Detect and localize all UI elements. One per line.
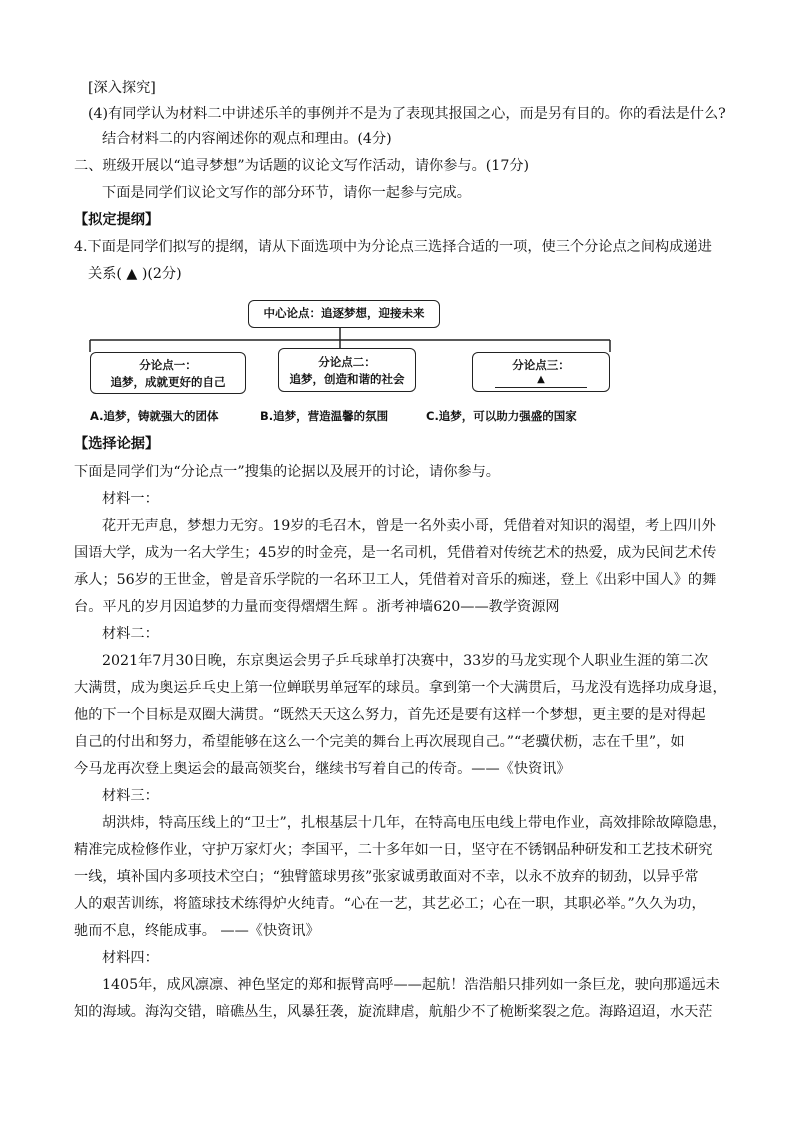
sub-argument-2-box	[278, 348, 416, 392]
central-argument-box	[248, 300, 440, 328]
material-3-line: 胡洪炜，特高压线上的“卫士”，扎根基层十几年，在特高电压电线上带电作业，高效排除故障隐患，	[102, 815, 727, 831]
sub-argument-3-marker: ▲	[537, 374, 545, 385]
outline-heading: 【拟定提纲】	[74, 212, 160, 228]
sub-argument-2-text: 追梦，创造和谐的社会	[289, 372, 405, 386]
option-a: A.追梦，铸就强大的团体	[90, 409, 219, 423]
sub-argument-1-text: 追梦，成就更好的自己	[110, 375, 226, 389]
central-argument-text: 中心论点：追逐梦想，迎接未来	[263, 306, 425, 320]
material-3-line: 一线，填补国内多项技术空白；“独臂篮球男孩”张家诚勇敢面对不幸，以永不放弃的韧劲，以异乎常	[74, 869, 699, 885]
part2-title: 二、班级开展以“追寻梦想”为话题的议论文写作活动，请你参与。(17分)	[74, 158, 530, 174]
sub-argument-3-title: 分论点三：	[512, 358, 570, 372]
question-4-line-1: (4)有同学认为材料二中讲述乐羊的事例并不是为了表现其报国之心，而是另有目的。你的看法是什么?	[88, 106, 726, 122]
material-3-line: 人的艰苦训练，将篮球技术练得炉火纯青。“心在一艺，其艺必工；心在一职，其职必举。”久久为功，	[74, 896, 706, 912]
material-3-line: 精准完成检修作业，守护万家灯火；李国平，二十多年如一日，坚守在不锈钢品种研发和工艺技术研究	[74, 842, 713, 858]
part2-intro: 下面是同学们议论文写作的部分环节，请你一起参与完成。	[102, 185, 471, 201]
question-4-line-2: 结合材料二的内容阐述你的观点和理由。(4分)	[102, 131, 392, 147]
material-1-line: 国语大学，成为一名大学生；45岁的时金亮，是一名司机，凭借着对传统艺术的热爱，成为民间艺术传	[74, 545, 717, 561]
material-1-label: 材料一：	[102, 491, 159, 507]
explore-heading: [深入探究]	[88, 80, 156, 96]
sub-argument-1-box	[90, 352, 246, 394]
option-b: B.追梦，营造温馨的氛围	[260, 409, 389, 423]
sub-argument-2-title: 分论点二：	[318, 355, 376, 369]
material-4-label: 材料四：	[102, 950, 159, 966]
material-2-line: 他的下一个目标是双圈大满贯。“既然天天这么努力，首先还是要有这样一个梦想，更主要的是对得起	[74, 707, 706, 723]
material-3-line: 驰而不息，终能成事。 ——《快资讯》	[74, 923, 320, 939]
sub-argument-1-title: 分论点一：	[139, 358, 197, 372]
material-4-line: 1405年，成风凛凛、神色坚定的郑和振臂高呼——起航！浩浩船只排列如一条巨龙，驶向那遥远未	[102, 977, 720, 993]
outline-question-line-1: 4.下面是同学们拟写的提纲，请从下面选项中为分论点三选择合适的一项，使三个分论点之间构成递进	[74, 239, 712, 255]
material-2-label: 材料二：	[102, 626, 159, 642]
outline-question-line-2: 关系( ▲ )(2分)	[88, 266, 182, 282]
sub-argument-3-blank	[495, 373, 587, 388]
material-2-line: 大满贯，成为奥运乒乓史上第一位蝉联男单冠军的球员。拿到第一个大满贯后，马龙没有选择功成身退，	[74, 680, 727, 696]
material-2-line: 自己的付出和努力，希望能够在这么一个完美的舞台上再次展现自己。”“老骥伏枥，志在千里”，如	[74, 734, 685, 750]
option-c: C.追梦，可以助力强盛的国家	[426, 409, 577, 423]
material-1-line: 花开无声息，梦想力无穷。19岁的毛召木，曾是一名外卖小哥，凭借着对知识的渴望，考上四川外	[102, 518, 716, 534]
evidence-intro: 下面是同学们为“分论点一”搜集的论据以及展开的讨论，请你参与。	[74, 464, 500, 480]
material-3-label: 材料三：	[102, 788, 159, 804]
material-4-line: 知的海域。海沟交错，暗礁丛生，风暴狂袭，旋流肆虐，航船少不了桅断桨裂之危。海路迢迢，水天茫	[74, 1004, 713, 1020]
evidence-heading: 【选择论据】	[74, 436, 160, 452]
material-2-line: 今马龙再次登上奥运会的最高领奖台，继续书写着自己的传奇。——《快资讯》	[74, 761, 571, 777]
material-2-line: 2021年7月30日晚，东京奥运会男子乒乓球单打决赛中，33岁的马龙实现个人职业生涯的第二次	[102, 653, 709, 669]
material-1-line: 台。平凡的岁月因追梦的力量而变得熠熠生辉 。浙考神墙620——教学资源网	[74, 599, 560, 615]
material-1-line: 承人；56岁的王世金，曾是音乐学院的一名环卫工人，凭借着对音乐的痴迷，登上《出彩中国人》的舞	[74, 572, 717, 588]
sub-argument-3-box	[472, 352, 610, 392]
